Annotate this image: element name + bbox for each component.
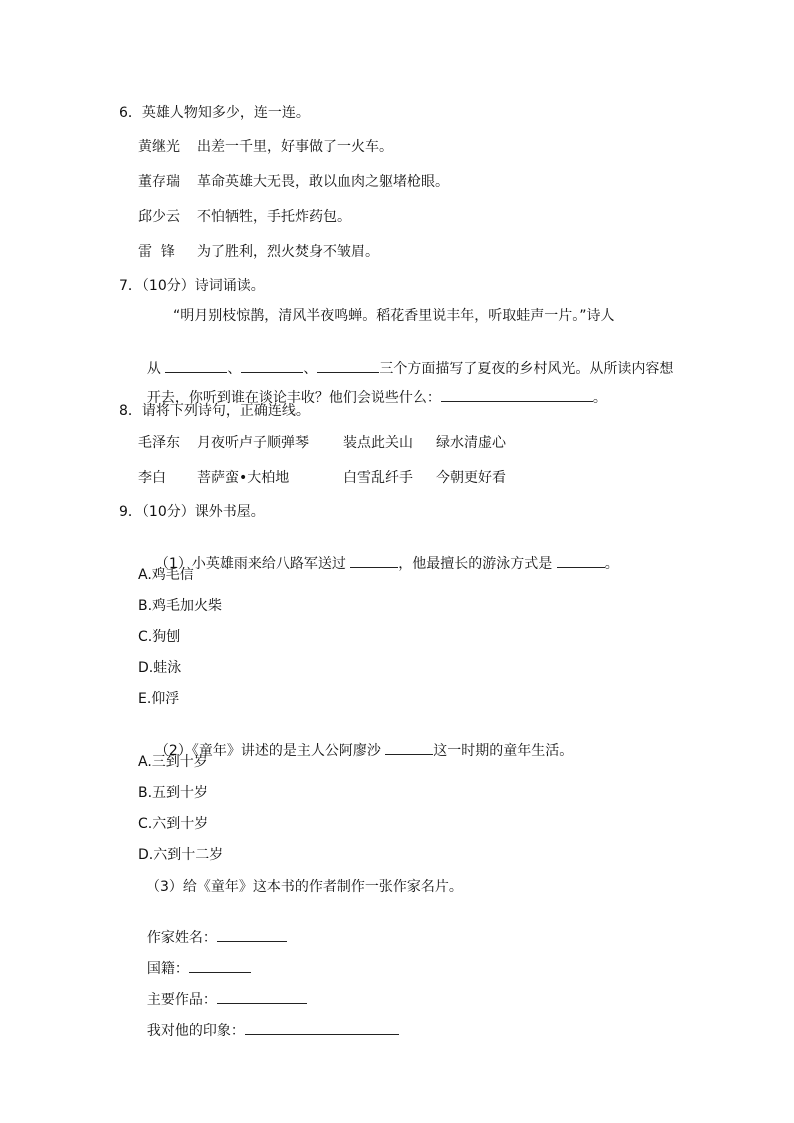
q9-sub1-blank-2[interactable]	[557, 553, 605, 568]
q9-sub2-option-b: B.五到十岁	[138, 785, 209, 801]
q8-title: 8．请将下列诗句，正确连线。	[119, 403, 310, 419]
q7-title: 7．（10分）诗词诵读。	[119, 278, 265, 294]
q8-verse-2a: 白雪乱纤手	[343, 470, 413, 486]
q6-desc-3: 不怕牺牲，手托炸药包。	[197, 209, 351, 225]
q8-poet-1: 毛泽东	[138, 435, 180, 451]
q6-name-3: 邱少云	[138, 209, 180, 225]
q6-desc-1: 出差一千里，好事做了一火车。	[197, 139, 393, 155]
q6-name-4: 雷 锋	[138, 244, 175, 260]
q9-sub1	[146, 535, 619, 573]
q6-desc-2: 革命英雄大无畏，敢以血肉之躯堵枪眼。	[197, 174, 449, 190]
q8-poem-title-1: 月夜听卢子顺弹琴	[197, 435, 309, 451]
q9-sub2-option-c: C.六到十岁	[138, 816, 209, 832]
q9-sub2-option-d: D.六到十二岁	[138, 847, 224, 863]
q9-sub1-option-c: C.狗刨	[138, 629, 181, 645]
q9-sub2-option-a: A.三到十岁	[138, 754, 208, 770]
major-works-label: 主要作品：	[146, 992, 217, 1008]
q9-sub1-option-d: D.蛙泳	[138, 660, 182, 676]
q9-title: 9．（10分）课外书屋。	[119, 504, 265, 520]
q8-verse-1a: 装点此关山	[343, 435, 413, 451]
q9-sub1-text-b: ，他最擅长的游泳方式是	[398, 556, 557, 572]
q7-line3-suffix: 。	[592, 390, 607, 406]
q9-sub1-blank-1[interactable]	[350, 553, 398, 568]
q8-poet-2: 李白	[138, 470, 166, 486]
author-name-label: 作家姓名：	[146, 930, 217, 946]
q7-line2-prefix: 从	[146, 361, 166, 377]
q7-line2-suffix: 三个方面描写了夏夜的乡村风光。从所读内容想	[379, 361, 674, 377]
q8-poem-title-2: 菩萨蛮•大柏地	[197, 470, 290, 486]
q7-blank-4[interactable]	[441, 387, 593, 402]
q9-sub2-text-a: （2）《童年》讲述的是主人公阿廖沙	[154, 743, 386, 759]
q9-sub1-text-c: 。	[604, 556, 619, 572]
q9-sub2	[146, 722, 573, 760]
q9-sub2-text-b: 这一时期的童年生活。	[433, 743, 574, 759]
q9-sub2-blank[interactable]	[385, 740, 433, 755]
impression-row	[138, 1002, 399, 1040]
q6-title: 6．英雄人物知多少，连一连。	[119, 105, 310, 121]
impression-blank[interactable]	[245, 1020, 399, 1035]
impression-label: 我对他的印象：	[146, 1023, 245, 1039]
q9-sub3: （3）给《童年》这本书的作者制作一张作家名片。	[146, 879, 463, 895]
q7-sep-1: 、	[227, 361, 242, 377]
q7-line3-prefix: 开去，你听到谁在谈论丰收？他们会说些什么：	[146, 390, 441, 406]
q8-verse-1b: 绿水清虚心	[436, 435, 506, 451]
q9-sub1-option-b: B.鸡毛加火柴	[138, 598, 223, 614]
q6-name-2: 董存瑞	[138, 174, 180, 190]
q7-poem-line: “明月别枝惊鹊，清风半夜鸣蝉。稻花香里说丰年，听取蛙声一片。”诗人	[173, 308, 615, 324]
q6-name-1: 黄继光	[138, 139, 180, 155]
q6-desc-4: 为了胜利，烈火焚身不皱眉。	[197, 244, 379, 260]
q9-sub1-option-a: A.鸡毛信	[138, 567, 194, 583]
q8-verse-2b: 今朝更好看	[436, 470, 506, 486]
q9-sub1-option-e: E.仰浮	[138, 691, 180, 707]
q9-sub1-text-a: （1）小英雄雨来给八路军送过	[154, 556, 351, 572]
nationality-label: 国籍：	[146, 961, 189, 977]
q7-sep-2: 、	[303, 361, 318, 377]
